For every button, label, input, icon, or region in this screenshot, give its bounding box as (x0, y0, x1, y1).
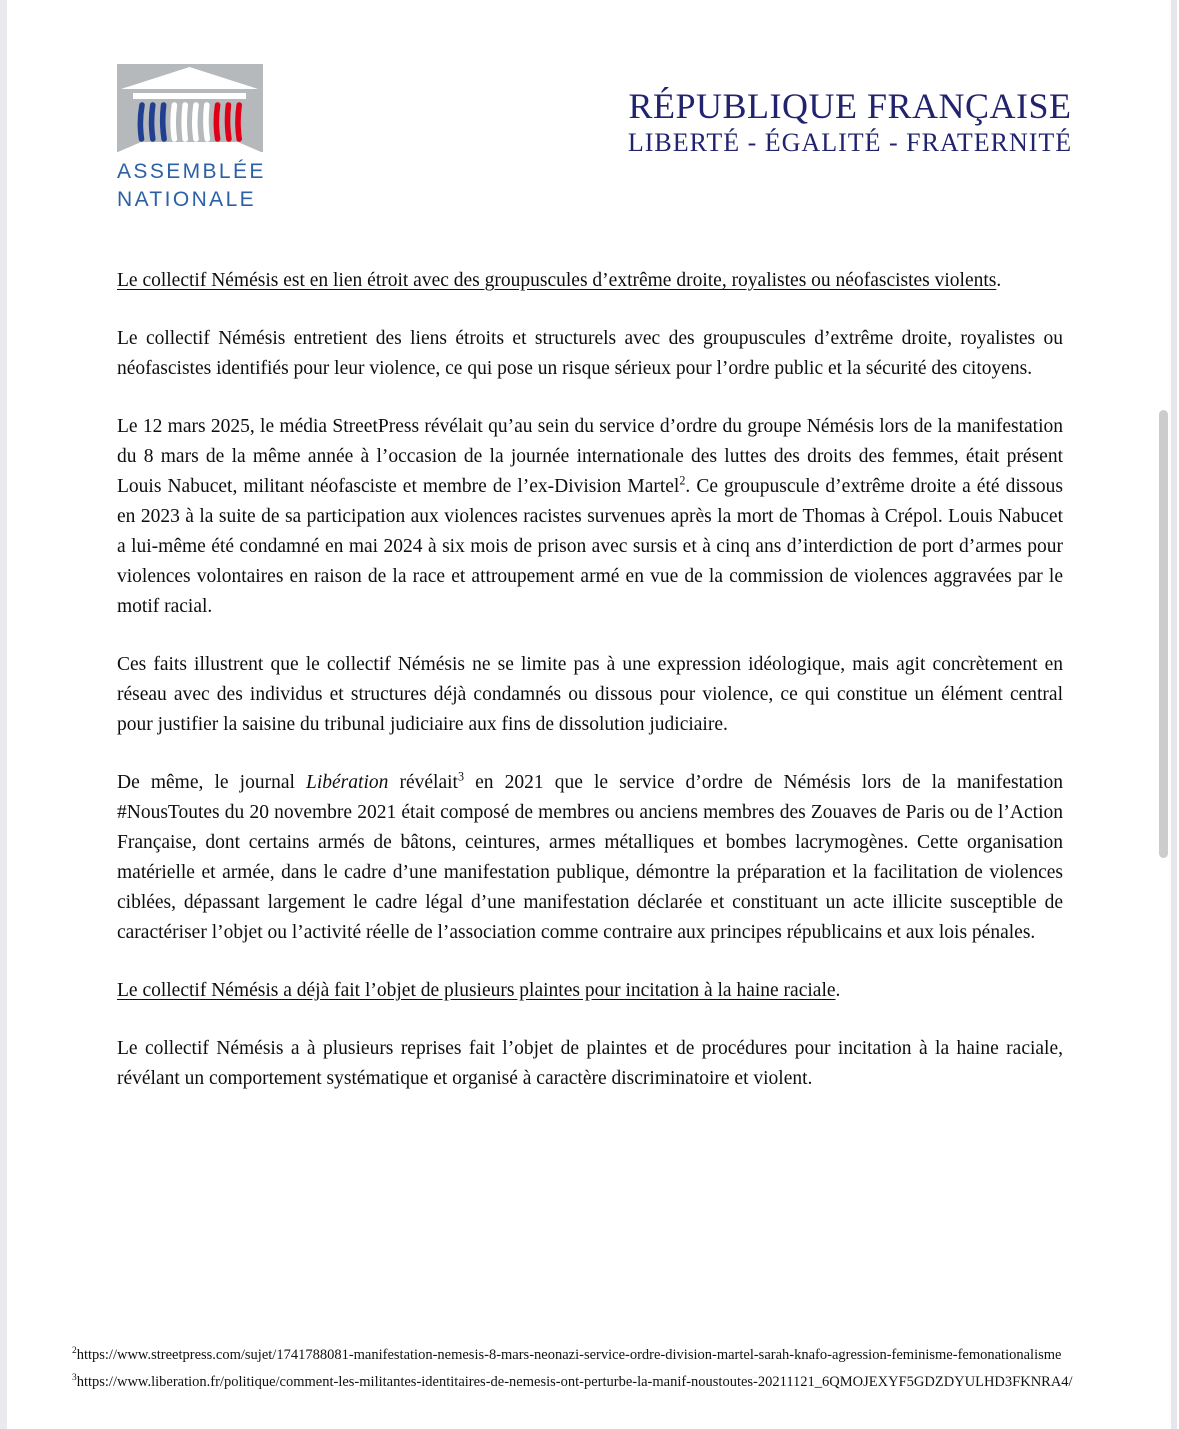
viewport-right-edge (1171, 0, 1177, 1429)
footnote-ref-2: 2 (679, 473, 686, 488)
section-heading-2-text: Le collectif Némésis a déjà fait l’objet de plusieurs plaintes pour incitation à la haine raciale (117, 980, 836, 1001)
paragraph-2-text-cont: . Ce groupuscule d’extrême droite a été dissous en 2023 à la suite de sa participation aux violences racistes survenues après la mort de Thomas à Crépol. Louis Nabucet a lui-même été condamné en mai 2024 à six mois de prison avec sursis et à cinq ans d’interdiction de port d’armes pour violences volontaires en raison de la race et attroupement armé en vue de la commission de violences aggravées par le motif racial. (117, 476, 1064, 617)
section-heading-1-text: Le collectif Némésis est en lien étroit avec des groupuscules d’extrême droite, royalistes ou néofascistes violents (117, 270, 997, 291)
masthead (520, 86, 1179, 158)
section-heading-2 (117, 976, 1063, 1006)
logo-wordmark (117, 158, 267, 214)
journal-name-italic: Libération (306, 772, 389, 793)
footnote-3-marker: 3 (72, 1373, 77, 1384)
paragraph-2-text: Le 12 mars 2025, le média StreetPress révélait qu’au sein du service d’ordre du groupe Némésis lors de la manifestation du 8 mars de la même année à l’occasion de la journée internationale des luttes des droits des femmes, était présent Louis Nabucet, militant néofasciste et membre de l’ex-Division Martel (117, 416, 1063, 497)
devise-subtitle: LIBERTÉ - ÉGALITÉ - FRATERNITÉ (627, 128, 1073, 157)
paragraph-4 (117, 768, 1063, 948)
document-body (117, 266, 1063, 1122)
footnote-ref-3: 3 (457, 769, 464, 784)
section-heading-2-period: . (835, 980, 841, 1001)
section-heading-1 (117, 266, 1063, 296)
footnote-3 (72, 1369, 1167, 1396)
paragraph-4-text: De même, le journal (117, 772, 307, 793)
vertical-scrollbar-thumb[interactable] (1159, 410, 1168, 858)
viewport-left-edge (0, 0, 7, 1429)
footnote-2-marker: 2 (72, 1346, 77, 1357)
footnotes (72, 1342, 1167, 1396)
logo-wordmark-line2: NATIONALE (117, 188, 257, 211)
republique-francaise-title: RÉPUBLIQUE FRANÇAISE (628, 86, 1072, 126)
footnote-2 (72, 1342, 1167, 1369)
parthenon-icon (117, 64, 263, 152)
paragraph-4-text-mid: révélait (388, 772, 458, 793)
paragraph-3: Ces faits illustrent que le collectif Némésis ne se limite pas à une expression idéologique, mais agit concrètement en réseau avec des individus et structures déjà condamnés ou dissous pour violence, ce qui constitue un élément central pour justifier la saisine du tribunal judiciaire aux fins de dissolution judiciaire. (117, 654, 1063, 735)
paragraph-1: Le collectif Némésis entretient des liens étroits et structurels avec des groupuscules d’extrême droite, royalistes ou néofascistes identifiés pour leur violence, ce qui pose un risque sérieux pour l’ordre public et la sécurité des citoyens. (117, 328, 1063, 379)
section-heading-1-period: . (996, 270, 1002, 291)
paragraph-4-text-cont: en 2021 que le service d’ordre de Némésis lors de la manifestation #NousToutes du 20 novembre 2021 était composé de membres ou anciens membres des Zouaves de Paris ou de l’Action Française, dont certains armés de bâtons, ceintures, armes métalliques et bombes lacrymogènes. Cette organisation matérielle et armée, dans le cadre d’une manifestation publique, démontre la préparation et la facilitation de violences ciblées, dépassant largement le cadre légal d’une manifestation déclarée et constituant un acte illicite susceptible de caractériser l’objet ou l’activité réelle de l’association comme contraire aux principes républicains et aux lois pénales. (117, 772, 1063, 943)
logo-architrave (133, 93, 246, 99)
paragraph-2 (117, 412, 1063, 622)
footnote-3-url: https://www.liberation.fr/politique/comment-les-militantes-identitaires-de-nemesis-ont-perturbe-la-manif-noustoutes-20211121_6QMOJEXYF5GDZDYULHD3FKNRA4/ (76, 1374, 1073, 1390)
paragraph-5: Le collectif Némésis a à plusieurs reprises fait l’objet de plaintes et de procédures pour incitation à la haine raciale, révélant un comportement systématique et organisé à caractère discriminatoire et violent. (117, 1038, 1063, 1089)
assemblee-nationale-logo (117, 64, 267, 214)
footnote-2-url: https://www.streetpress.com/sujet/1741788081-manifestation-nemesis-8-mars-neonazi-service-ordre-division-martel-sarah-knafo-agression-feminisme-femonationalisme (76, 1347, 1062, 1363)
logo-base (118, 142, 261, 152)
logo-wordmark-line1: ASSEMBLÉE (117, 160, 266, 183)
